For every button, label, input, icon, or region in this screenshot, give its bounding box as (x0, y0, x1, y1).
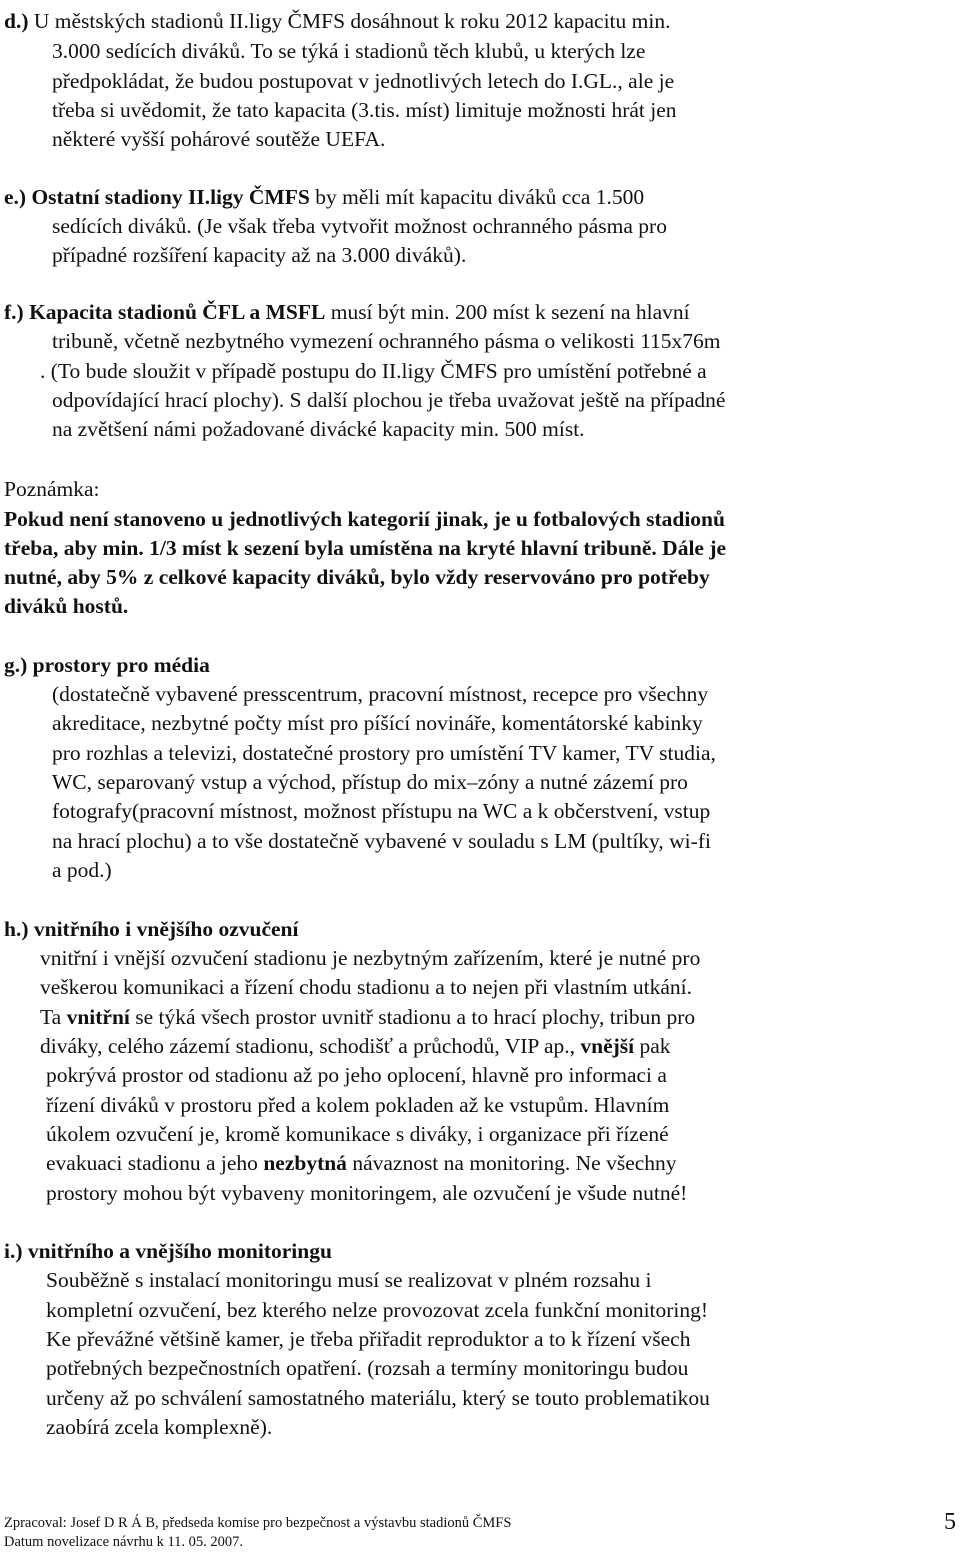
section-h-line-8-a: evakuaci stadionu a jeho (46, 1151, 264, 1175)
section-f-line-2: tribuně, včetně nezbytného vymezení ochranného pásma o velikosti 115x76m (52, 329, 721, 353)
section-h-line-8-c: návaznost na monitoring. Ne všechny (346, 1151, 677, 1175)
section-f-heading: f.) Kapacita stadionů ČFL a MSFL (4, 300, 326, 324)
section-i-line-5: určeny až po schválení samostatného materiálu, který se touto problematikou (46, 1386, 710, 1410)
section-d-text: U městských stadionů II.ligy ČMFS dosáhnout k roku 2012 kapacitu min. (28, 9, 671, 33)
section-h-line-4 (40, 1031, 671, 1061)
section-h-line-9: prostory mohou být vybaveny monitoringem, ale ozvučení je všude nutné! (46, 1181, 688, 1205)
section-d-line-4: třeba si uvědomit, že tato kapacita (3.tis. míst) limituje možnosti hrát jen (52, 98, 677, 122)
section-h-vnitrni: vnitřní (66, 1005, 130, 1029)
section-h-line-5: pokrývá prostor od stadionu až po jeho oplocení, hlavně pro informaci a (46, 1063, 667, 1087)
section-f-text: musí být min. 200 míst k sezení na hlavní (325, 300, 690, 324)
section-f-line-3: . (To bude sloužit v případě postupu do II.ligy ČMFS pro umístění potřebné a (40, 359, 707, 383)
section-i-heading: i.) vnitřního a vnějšího monitoringu (4, 1239, 332, 1263)
section-i-line-6: zaobírá zcela komplexně). (46, 1415, 273, 1439)
section-g-line-2: akreditace, nezbytné počty míst pro píšící novináře, komentátorské kabinky (52, 711, 703, 735)
section-h-line-2: veškerou komunikaci a řízení chodu stadionu a to nejen při vlastním utkání. (40, 975, 693, 999)
note-line-2: třeba, aby min. 1/3 míst k sezení byla umístěna na kryté hlavní tribuně. Dále je (4, 536, 727, 560)
section-d-line-1 (4, 6, 670, 36)
section-h-line-4-a: diváky, celého zázemí stadionu, schodišť a průchodů, VIP ap., (40, 1034, 581, 1058)
section-i-line-2: kompletní ozvučení, bez kterého nelze provozovat zcela funkční monitoring! (46, 1298, 709, 1322)
note-line-1: Pokud není stanoveno u jednotlivých kategorií jinak, je u fotbalových stadionů (4, 507, 725, 531)
section-g-line-7: a pod.) (52, 858, 112, 882)
section-g-line-3: pro rozhlas a televizi, dostatečné prostory pro umístění TV kamer, TV studia, (52, 741, 716, 765)
section-f-line-4: odpovídající hrací plochy). S další plochou je třeba uvažovat ještě na případné (52, 388, 726, 412)
section-h-line-1: vnitřní i vnější ozvučení stadionu je nezbytným zařízením, které je nutné pro (40, 946, 701, 970)
section-g-line-1: (dostatečně vybavené presscentrum, pracovní místnost, recepce pro všechny (52, 682, 709, 706)
note-line-3: nutné, aby 5% z celkové kapacity diváků, bylo vždy reservováno pro potřeby (4, 565, 710, 589)
section-h-nezbytna: nezbytná (263, 1151, 347, 1175)
footer-author: Zpracoval: Josef D R Á B, předseda komise pro bezpečnost a výstavbu stadionů ČMFS (4, 1515, 512, 1531)
section-h-line-3-a: Ta (40, 1005, 67, 1029)
section-h-line-3-c: se týká všech prostor uvnitř stadionu a to hrací plochy, tribun pro (129, 1005, 696, 1029)
footer-date: Datum novelizace návrhu k 11. 05. 2007. (4, 1534, 244, 1550)
section-h-heading: h.) vnitřního i vnějšího ozvučení (4, 917, 299, 941)
section-f-line-5: na zvětšení námi požadované divácké kapacity min. 500 míst. (52, 417, 585, 441)
section-e-heading: e.) Ostatní stadiony II.ligy ČMFS (4, 185, 310, 209)
section-e-line-1 (4, 182, 644, 212)
section-d-line-5: některé vyšší pohárové soutěže UEFA. (52, 127, 386, 151)
section-g-line-4: WC, separovaný vstup a východ, přístup do mix–zóny a nutné zázemí pro (52, 770, 688, 794)
section-i-line-1: Souběžně s instalací monitoringu musí se realizovat v plném rozsahu i (46, 1268, 652, 1292)
section-h-line-3 (40, 1002, 695, 1032)
section-d-line-3: předpokládat, že budou postupovat v jednotlivých letech do I.GL., ale je (52, 69, 675, 93)
page-number: 5 (944, 1509, 956, 1535)
section-g-heading: g.) prostory pro média (4, 653, 210, 677)
section-i-line-4: potřebných bezpečnostních opatření. (rozsah a termíny monitoringu budou (46, 1356, 689, 1380)
section-d-label: d.) (4, 9, 29, 33)
note-line-4: diváků hostů. (4, 594, 129, 618)
note-label: Poznámka: (4, 477, 100, 501)
section-h-line-4-c: pak (634, 1034, 671, 1058)
section-h-line-7: úkolem ozvučení je, kromě komunikace s diváky, i organizace při řízené (46, 1122, 669, 1146)
section-h-line-6: řízení diváků v prostoru před a kolem pokladen až ke vstupům. Hlavním (46, 1093, 670, 1117)
section-d-line-2: 3.000 sedících diváků. To se týká i stadionů těch klubů, u kterých lze (52, 39, 646, 63)
section-e-text: by měli mít kapacitu diváků cca 1.500 (309, 185, 645, 209)
section-h-line-8 (46, 1148, 677, 1178)
section-f-line-1 (4, 297, 690, 327)
section-h-vnejsi: vnější (580, 1034, 635, 1058)
section-e-line-3: případné rozšíření kapacity až na 3.000 diváků). (52, 243, 467, 267)
section-g-line-6: na hrací plochu) a to vše dostatečně vybavené v souladu s LM (pultíky, wi-fi (52, 829, 711, 853)
section-i-line-3: Ke převážné většině kamer, je třeba přiřadit reproduktor a to k řízení všech (46, 1327, 691, 1351)
section-e-line-2: sedících diváků. (Je však třeba vytvořit možnost ochranného pásma pro (52, 214, 667, 238)
section-g-line-5: fotografy(pracovní místnost, možnost přístupu na WC a k občerstvení, vstup (52, 799, 711, 823)
